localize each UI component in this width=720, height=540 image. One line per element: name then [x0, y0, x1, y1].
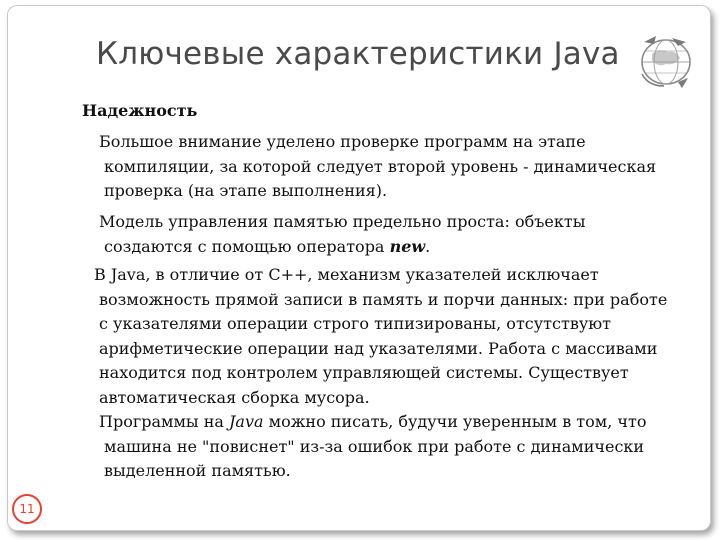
paragraph-text: В Java, в отличие от С++, механизм указателей исключает возможность прямой записи в память и порчи данных: при работе с указателями операции строго типизированы, отсутствуют арифметические операции над указателями. Работа с массивами находится под контролем управляющей системы. Существует автоматическая сборка мусора.: [94, 265, 668, 407]
slide: [7, 5, 711, 531]
paragraph-text: Программы на: [99, 412, 229, 431]
paragraph-memory-model: [99, 210, 664, 259]
paragraph-compile-check: [99, 130, 664, 204]
slide-title: Ключевые характеристики Java: [96, 36, 620, 72]
paragraph-pointers: [94, 263, 677, 410]
paragraph-text-end: .: [425, 236, 431, 256]
paragraph-text: Модель управления памятью предельно проста: объекты создаются с помощью оператора: [99, 212, 586, 256]
keyword-new: new: [389, 236, 426, 256]
keyword-java: Java: [229, 412, 264, 431]
paragraph-reliability: [99, 410, 669, 484]
section-heading: Надежность: [82, 101, 198, 120]
page-number-badge: 11: [12, 494, 42, 524]
paragraph-text-end: можно писать, будучи уверенным в том, что машина не "повиснет" из-за ошибок при работе с динамически выделенной памятью.: [104, 412, 647, 480]
dta-globe-logo-icon: [638, 32, 694, 90]
paragraph-text: Большое внимание уделено проверке программ на этапе компиляции, за которой следует второй уровень - динамическая проверка (на этапе выполнения).: [99, 132, 657, 200]
